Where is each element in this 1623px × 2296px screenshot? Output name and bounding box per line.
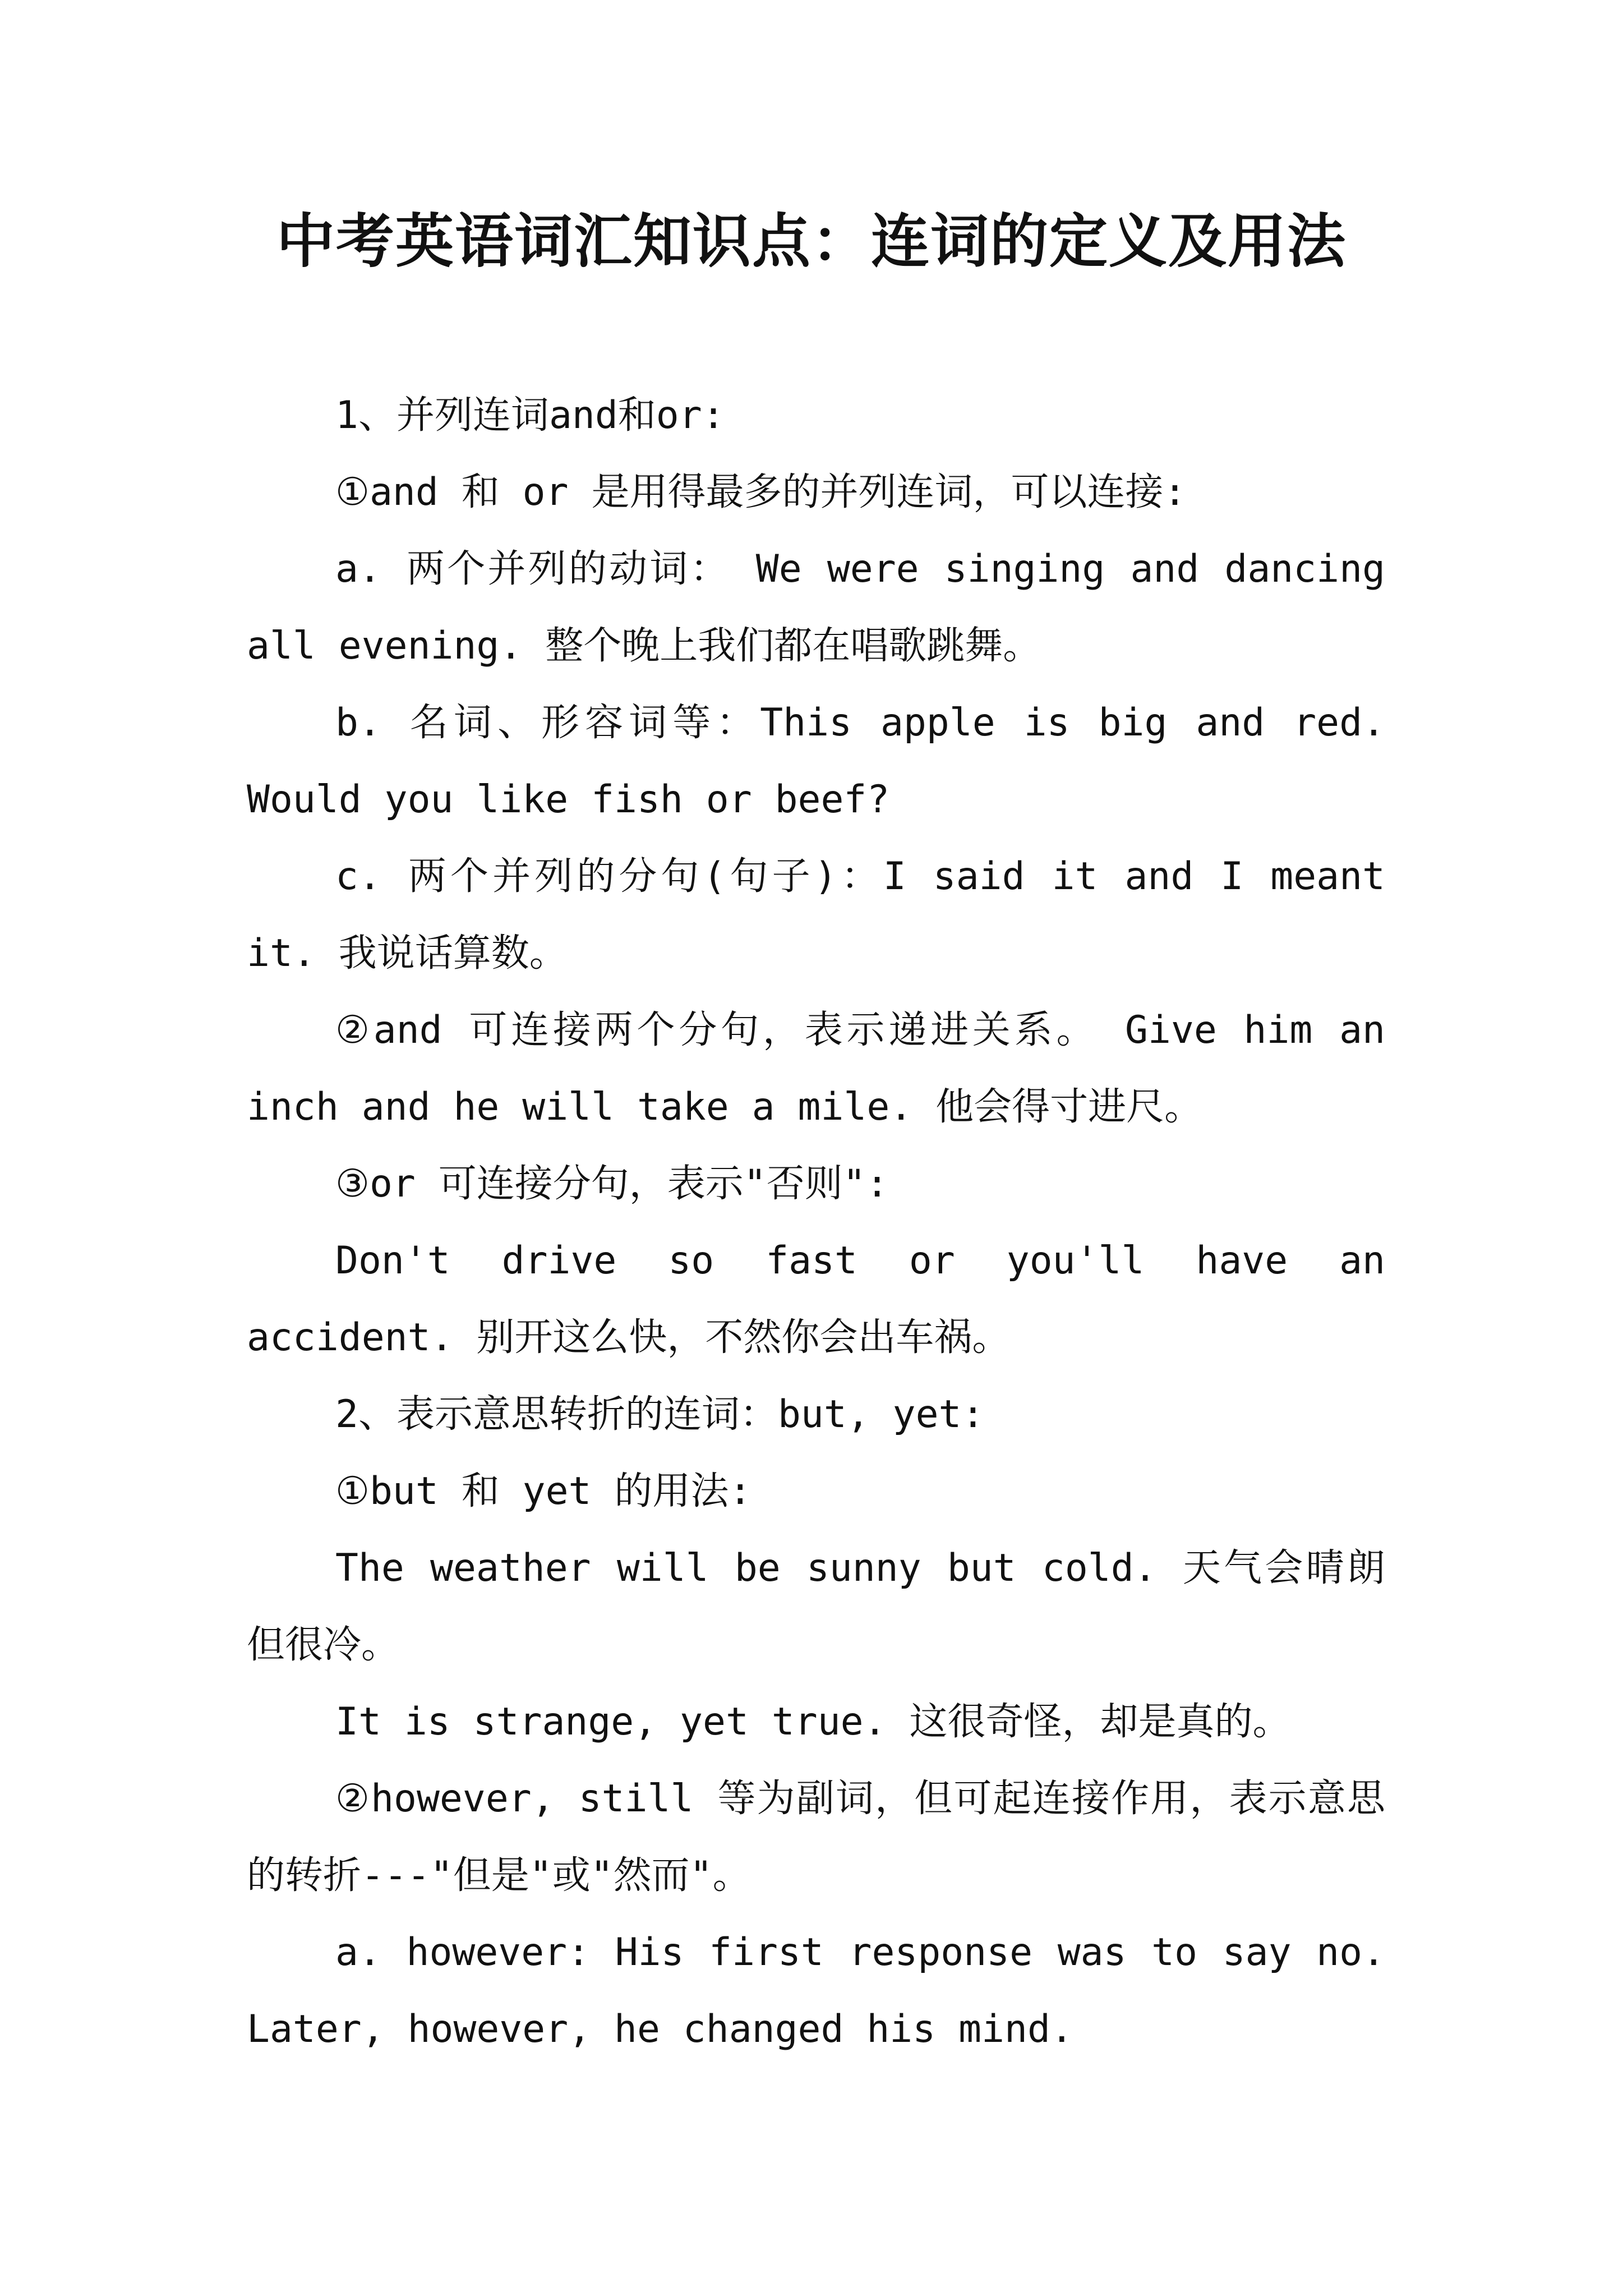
- paragraph-14: a. however: His first response was to say no. Later, however, he changed his mind.: [247, 1930, 1385, 2051]
- paragraph-9: 2、表示意思转折的连词：but, yet:: [335, 1392, 985, 1437]
- paragraph-3: a. 两个并列的动词： We were singing and dancing all evening. 整个晚上我们都在唱歌跳舞。: [247, 547, 1385, 668]
- paragraph-4: b. 名词、形容词等：This apple is big and red. Would you like fish or beef?: [247, 701, 1385, 822]
- document-body: [247, 377, 1385, 2068]
- paragraph-6: ②and 可连接两个分句，表示递进关系。 Give him an inch and he will take a mile. 他会得寸进尺。: [247, 1008, 1385, 1129]
- paragraph-5: c. 两个并列的分句(句子)：I said it and I meant it. 我说话算数。: [247, 854, 1385, 976]
- paragraph-1: 1、并列连词and和or:: [335, 393, 725, 438]
- paragraph-7: ③or 可连接分句，表示"否则":: [335, 1162, 889, 1206]
- paragraph-12: It is strange, yet true. 这很奇怪，却是真的。: [335, 1700, 1291, 1744]
- paragraph-2: ①and 和 or 是用得最多的并列连词，可以连接:: [335, 470, 1187, 514]
- paragraph-8: Don't drive so fast or you'll have an accident. 别开这么快，不然你会出车祸。: [247, 1239, 1385, 1360]
- paragraph-13: ②however, still 等为副词，但可起连接作用，表示意思的转折---"但是"或"然而"。: [247, 1777, 1385, 1898]
- page-title: 中考英语词汇知识点：连词的定义及用法: [276, 206, 1347, 275]
- paragraph-10: ①but 和 yet 的用法:: [335, 1469, 752, 1513]
- paragraph-11: The weather will be sunny but cold. 天气会晴朗但很冷。: [247, 1546, 1385, 1667]
